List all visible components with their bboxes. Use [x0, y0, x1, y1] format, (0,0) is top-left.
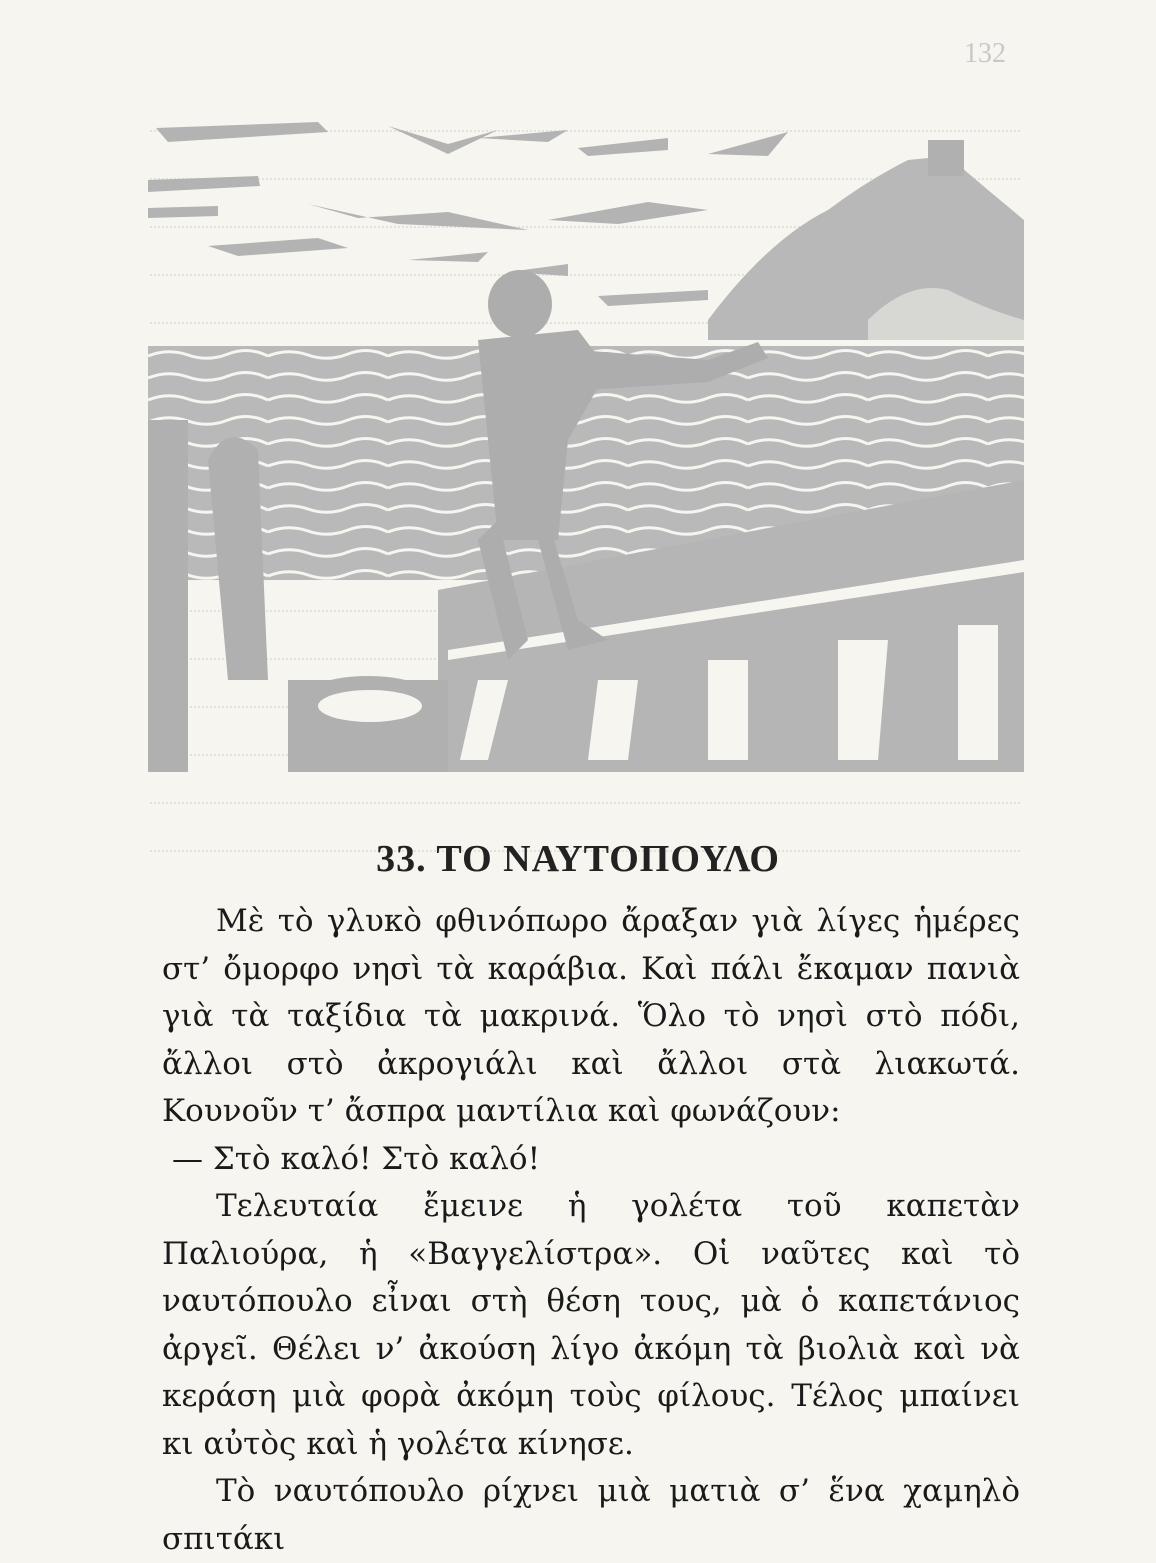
dialogue-line: — Στὸ καλό! Στὸ καλό! — [172, 1140, 541, 1177]
paragraph: Τελευταία ἔμεινε ἡ γολέτα τοῦ καπετὰν Παλιούρα, ἡ «Βαγγελίστρα». Οἱ ναῦτες καὶ τὸ ναυτόπουλο εἶναι στὴ θέση τους, μὰ ὁ καπετάνιος ἀργεῖ. Θέλει ν’ ἀκούση λίγο ἀκόμη τὰ βιολιὰ καὶ νὰ κεράση μιὰ φορὰ ἀκόμη τοὺς φίλους. Τέλος μπαίνει κι αὐτὸς καὶ ἡ γολέτα κίνησε. — [162, 1188, 1020, 1462]
paragraph: Τὸ ναυτόπουλο ρίχνει μιὰ ματιὰ σ’ ἕνα χαμηλὸ σπιτάκι — [162, 1473, 1020, 1557]
sailor-boy-woodcut-icon — [148, 120, 1024, 772]
paragraph: Μὲ τὸ γλυκὸ φθινόπωρο ἄραξαν γιὰ λίγες ἡμέρες στ’ ὄμορφο νησὶ τὰ καράβια. Καὶ πάλι ἔκαμαν πανιὰ γιὰ τὰ ταξίδια τὰ μακρινά. Ὅλο τὸ νησὶ στὸ πόδι, ἄλλοι στὸ ἀκρογιάλι καὶ ἄλλοι στὰ λιακωτά. Κουνοῦν τ’ ἄσπρα μαντίλια καὶ φωνάζουν: — [162, 903, 1020, 1129]
woodcut-illustration — [148, 120, 1024, 772]
page-number: 132 — [964, 38, 1006, 69]
chapter-body — [162, 898, 1020, 1563]
chapter-title: 33. ΤΟ ΝΑΥΤΟΠΟΥΛΟ — [376, 838, 780, 881]
